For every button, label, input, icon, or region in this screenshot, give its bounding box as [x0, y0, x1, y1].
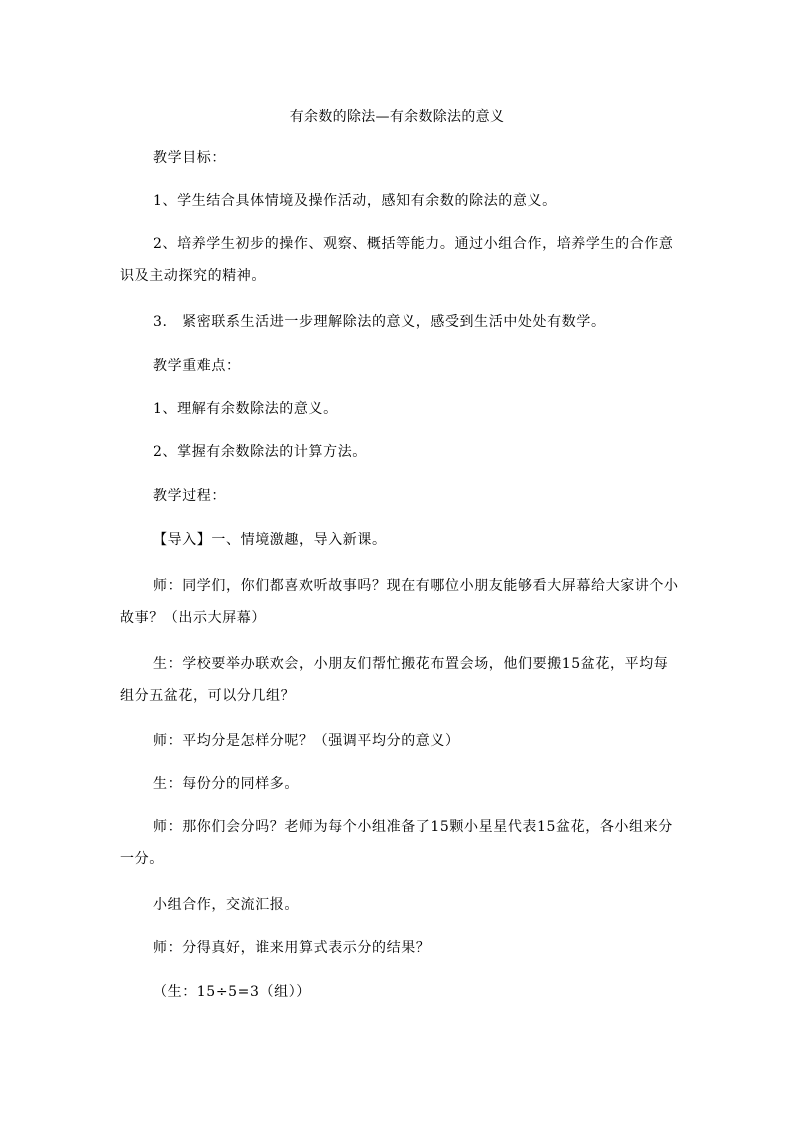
paragraph-goal-1: 1、学生结合具体情境及操作活动，感知有余数的除法的意义。 — [153, 193, 557, 209]
paragraph-student-1: 生：学校要举办联欢会，小朋友们帮忙搬花布置会场，他们要搬15盆花，平均每组分五盆花，可以分几组？ — [120, 656, 669, 704]
paragraph-process-heading: 教学过程： — [153, 488, 226, 504]
paragraph-group-work: 小组合作，交流汇报。 — [153, 897, 299, 913]
paragraph-goal-3: 3. 紧密联系生活进一步理解除法的意义，感受到生活中处处有数学。 — [153, 314, 606, 330]
document-title: 有余数的除法—有余数除法的意义 — [289, 109, 505, 125]
paragraph-student-answer: （生：15÷5=3（组）） — [153, 984, 311, 1000]
paragraph-key-points-heading: 教学重难点： — [153, 358, 241, 374]
paragraph-teacher-3: 师：那你们会分吗？老师为每个小组准备了15颗小星星代表15盆花，各小组来分一分。 — [120, 819, 673, 867]
paragraph-student-2: 生：每份分的同样多。 — [153, 776, 299, 792]
paragraph-key-point-1: 1、理解有余数除法的意义。 — [153, 401, 338, 417]
paragraph-goal-2: 2、培养学生初步的操作、观察、概括等能力。通过小组合作，培养学生的合作意识及主动探究的精神。 — [120, 236, 674, 284]
paragraph-key-point-2: 2、掌握有余数除法的计算方法。 — [153, 444, 367, 460]
paragraph-teacher-1: 师：同学们，你们都喜欢听故事吗？现在有哪位小朋友能够看大屏幕给大家讲个小故事？（出示大屏幕） — [120, 578, 679, 626]
paragraph-teacher-2: 师：平均分是怎样分呢？（强调平均分的意义） — [153, 733, 460, 749]
paragraph-intro: 【导入】一、情境激趣，导入新课。 — [153, 532, 387, 548]
paragraph-teacher-4: 师：分得真好，谁来用算式表示分的结果？ — [153, 940, 431, 956]
paragraph-teaching-goals-heading: 教学目标： — [153, 150, 226, 166]
